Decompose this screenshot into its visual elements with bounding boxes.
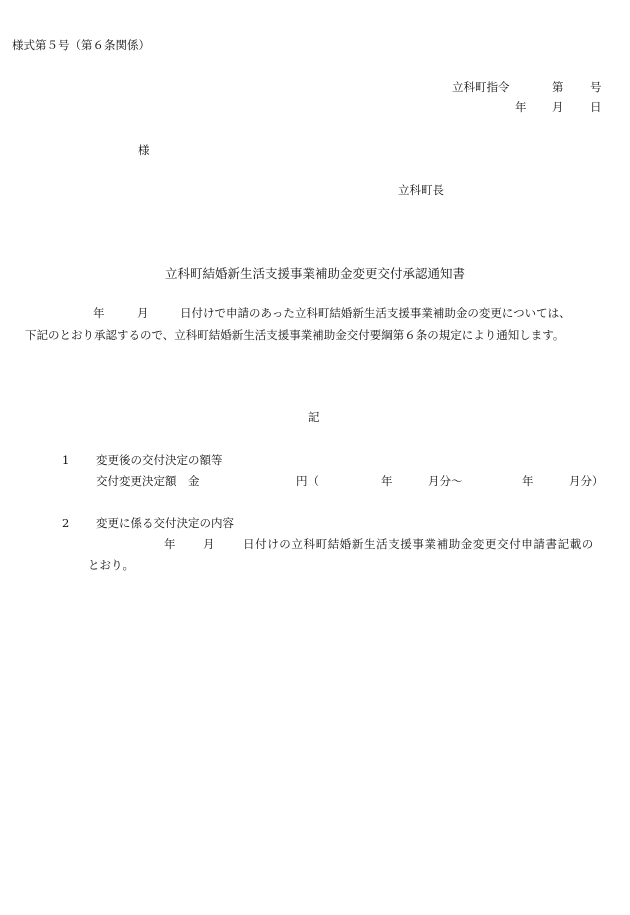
date-year: 年	[515, 100, 527, 114]
to-year: 年	[522, 474, 534, 488]
form-label: 様式第５号（第６条関係）	[12, 38, 150, 52]
item-heading: 変更後の交付決定の額等	[96, 453, 223, 467]
item-year: 年	[164, 537, 176, 551]
yen-paren: 円（	[296, 474, 319, 488]
from-year: 年	[381, 474, 393, 488]
issuer-prefix: 立科町指令	[452, 80, 510, 94]
item-number: 2	[62, 516, 70, 530]
body-line1: 日付けで申請のあった立科町結婚新生活支援事業補助金の変更については、	[180, 306, 571, 320]
recipient-honorific: 様	[138, 143, 150, 157]
item-heading: 変更に係る交付決定の内容	[96, 516, 234, 530]
from-month: 月分〜	[428, 474, 463, 488]
to-month: 月分）	[569, 474, 604, 488]
date-day: 日	[590, 100, 602, 114]
body-month: 月	[137, 306, 149, 320]
amount-label: 交付変更決定額 金	[96, 474, 200, 488]
number-go: 号	[590, 80, 602, 94]
date-month: 月	[552, 100, 564, 114]
ki-heading: 記	[308, 410, 320, 424]
item-line1: 日付けの立科町結婚新生活支援事業補助金変更交付申請書記載の	[243, 537, 594, 551]
body-line2: 下記のとおり承認するので、立科町結婚新生活支援事業補助金交付要綱第６条の規定により通知します。	[25, 328, 565, 342]
sender-title: 立科町長	[398, 183, 444, 197]
item-number: 1	[62, 453, 70, 467]
body-year: 年	[93, 306, 105, 320]
number-dai: 第	[552, 80, 564, 94]
document-title: 立科町結婚新生活支援事業補助金変更交付承認通知書	[164, 266, 465, 281]
item-month: 月	[203, 537, 215, 551]
item-line2: とおり。	[88, 558, 134, 572]
